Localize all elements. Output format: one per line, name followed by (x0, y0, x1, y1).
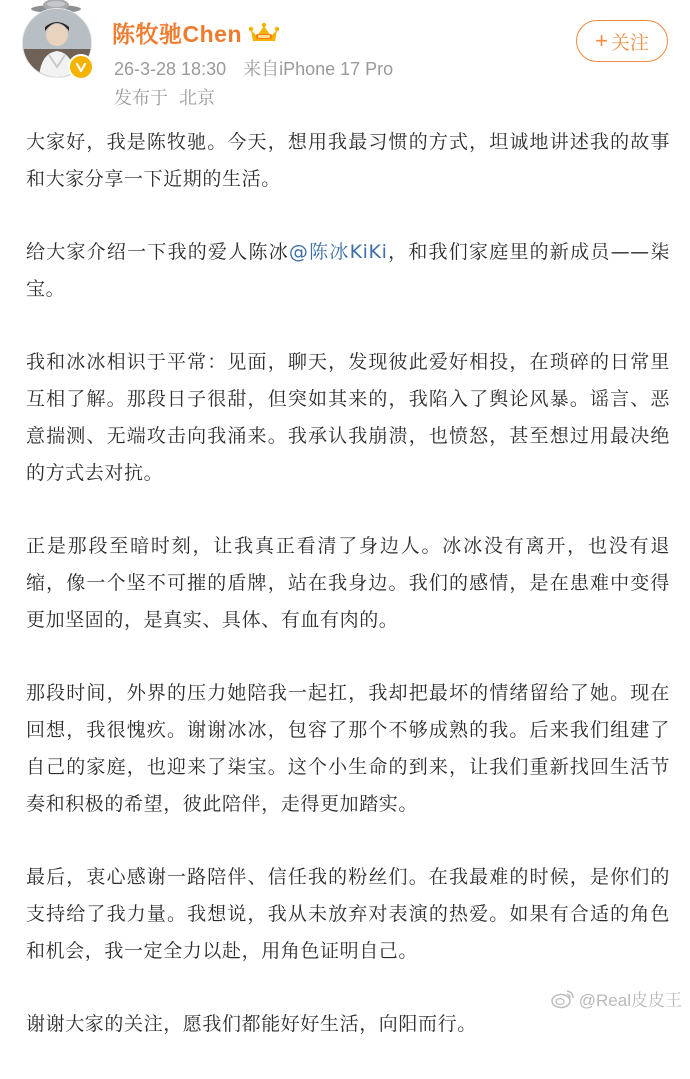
follow-button[interactable] (576, 20, 668, 62)
post-timestamp: 26-3-28 18:30 (114, 59, 227, 79)
post-meta (114, 55, 393, 81)
verified-badge-icon (68, 54, 94, 80)
post-header (0, 0, 690, 120)
post-paragraph: 那段时间，外界的压力她陪我一起扛，我却把最坏的情绪留给了她。现在回想，我很愧疚。谢谢冰冰，包容了那个不够成熟的我。后来我们组建了自己的家庭，也迎来了柒宝。这个小生命的到来，让我们重新找回生活节奏和积极的希望，彼此陪伴，走得更加踏实。 (26, 682, 670, 815)
watermark-text: @Real皮皮王 (578, 991, 682, 1010)
username[interactable]: 陈牧驰Chen (112, 21, 242, 47)
vip-crown-icon[interactable] (248, 21, 280, 45)
post-source: 来自iPhone 17 Pro (243, 59, 394, 79)
post-paragraph: 正是那段至暗时刻，让我真正看清了身边人。冰冰没有离开，也没有退缩，像一个坚不可摧的盾牌，站在我身边。我们的感情，是在患难中变得更加坚固的，是真实、具体、有血有肉的。 (26, 535, 670, 631)
follow-label: 关注 (610, 32, 649, 54)
post-paragraph: 谢谢大家的关注，愿我们都能好好生活，向阳而行。 (26, 1013, 477, 1035)
post-paragraph: 大家好，我是陈牧驰。今天，想用我最习惯的方式，坦诚地讲述我的故事和大家分享一下近期的生活。 (26, 131, 670, 190)
avatar[interactable] (22, 8, 92, 78)
post-paragraph: 我和冰冰相识于平常：见面，聊天，发现彼此爱好相投，在琐碎的日常里互相了解。那段日子很甜，但突如其来的，我陷入了舆论风暴。谣言、恶意揣测、无端攻击向我涌来。我承认我崩溃，也愤怒，甚至想过用最决绝的方式去对抗。 (26, 351, 670, 484)
location-label: 发布于 (114, 88, 168, 108)
location-value: 北京 (179, 88, 216, 108)
mention-link[interactable]: @陈冰KiKi (288, 241, 388, 263)
watermark (551, 986, 682, 1011)
paragraph-text: ，和我们家庭里的新成员——柒宝。 (26, 241, 670, 300)
paragraph-text: 给大家介绍一下我的爱人陈冰 (26, 241, 289, 263)
post-body (26, 124, 670, 1079)
plus-icon: + (595, 28, 608, 53)
username-row (112, 16, 280, 49)
post-paragraph: 最后，衷心感谢一路陪伴、信任我的粉丝们。在我最难的时候，是你们的支持给了我力量。我想说，我从未放弃对表演的热爱。如果有合适的角色和机会，我一定全力以赴，用角色证明自己。 (26, 866, 670, 962)
post-paragraph (26, 234, 670, 308)
weibo-logo-icon (551, 989, 575, 1009)
post-location (114, 84, 215, 110)
